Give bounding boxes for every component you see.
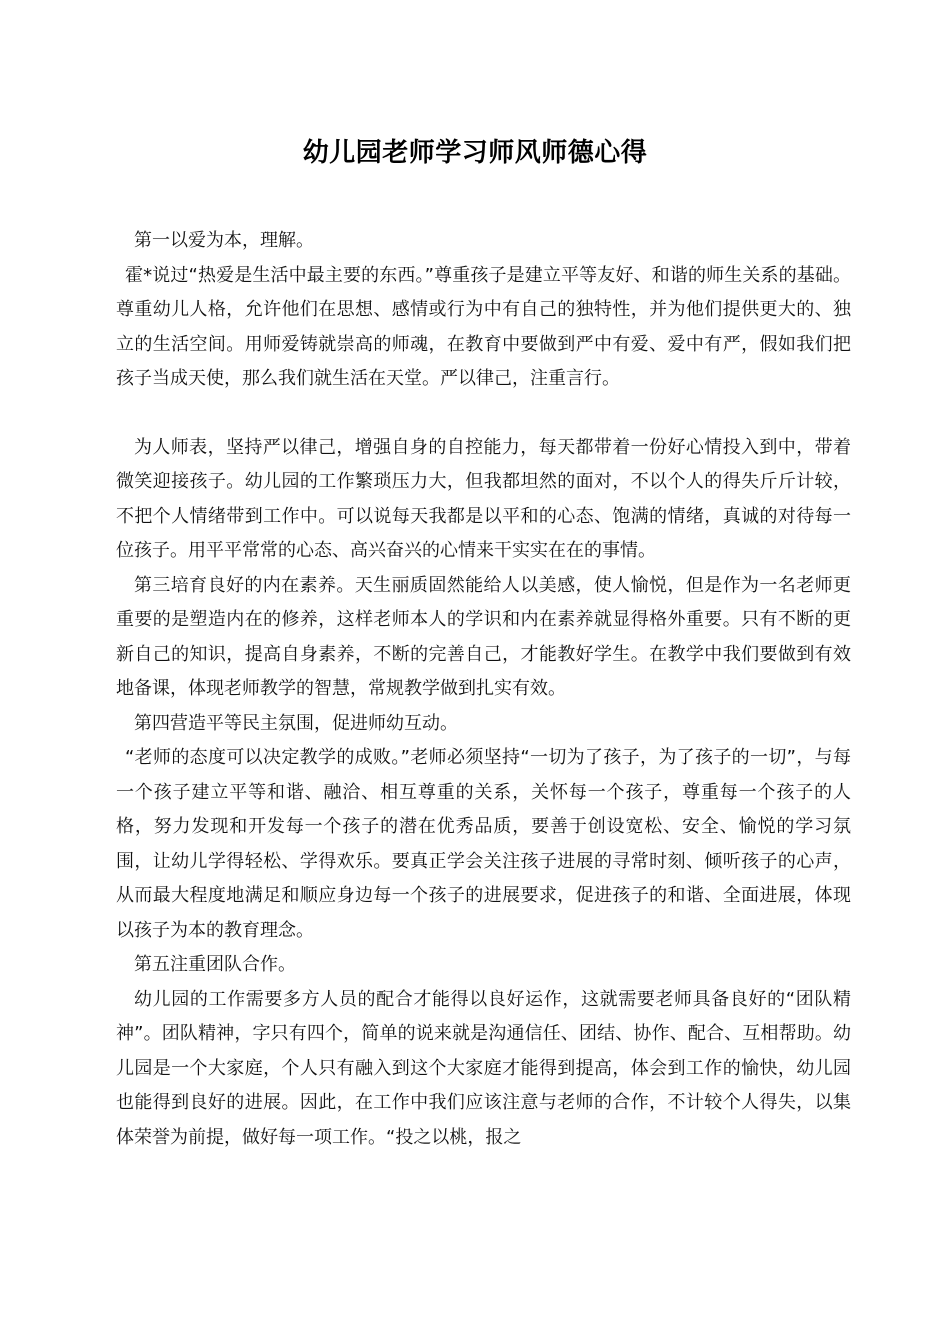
paragraph: “老师的态度可以决定教学的成败。”老师必须坚持“一切为了孩子，为了孩子的一切”，与每一个孩子建立平等和谐、融洽、相互尊重的关系，关怀每一个孩子，尊重每一个孩子的人格，努力发现和开发每一个孩子的潜在优秀品质，要善于创设宽松、安全、愉悦的学习氛围，让幼儿学得轻松、学得欢乐。要真正学会关注孩子进展的寻常时刻、倾听孩子的心声，从而最大程度地满足和顺应身边每一个孩子的进展要求，促进孩子的和谐、全面进展，体现以孩子为本的教育理念。 [116,747,851,941]
document-body [116,224,851,1155]
section-heading-4: 第四营造平等民主氛围，促进师幼互动。 [134,712,458,734]
paragraph: 第三培育良好的内在素养。天生丽质固然能给人以美感，使人愉悦，但是作为一名老师更重要的是塑造内在的修养，这样老师本人的学识和内在素养就显得格外重要。只有不断的更新自己的知识，提高自身素养，不断的完善自己，才能教好学生。在教学中我们要做到有效地备课，体现老师教学的智慧，常规教学做到扎实有效。 [116,574,851,699]
paragraph: 幼儿园的工作需要多方人员的配合才能得以良好运作，这就需要老师具备良好的“团队精神”。团队精神，字只有四个，简单的说来就是沟通信任、团结、协作、配合、互相帮助。幼儿园是一个大家庭，个人只有融入到这个大家庭才能得到提高，体会到工作的愉快，幼儿园也能得到良好的进展。因此，在工作中我们应该注意与老师的合作，不计较个人得失，以集体荣誉为前提，做好每一项工作。“投之以桃，报之 [116,988,851,1148]
section-heading-1: 第一以爱为本，理解。 [134,230,314,251]
paragraph: 为人师表，坚持严以律己，增强自身的自控能力，每天都带着一份好心情投入到中，带着微笑迎接孩子。幼儿园的工作繁琐压力大，但我都坦然的面对，不以个人的得失斤斤计较，不把个人情绪带到工作中。可以说每天我都是以平和的心态、饱满的情绪，真诚的对待每一位孩子。用平平常常的心态、高兴奋兴的心情来干实实在在的事情。 [116,436,851,561]
paragraph: 霍*说过“热爱是生活中最主要的东西。”尊重孩子是建立平等友好、和谐的师生关系的基础。尊重幼儿人格，允许他们在思想、感情或行为中有自己的独特性，并为他们提供更大的、独立的生活空间。用师爱铸就崇高的师魂，在教育中要做到严中有爱、爱中有严，假如我们把孩子当成天使，那么我们就生活在天堂。严以律己，注重言行。 [116,264,851,389]
section-heading-5: 第五注重团队合作。 [134,954,296,975]
document-title: 幼儿园老师学习师风师德心得 [302,138,648,168]
